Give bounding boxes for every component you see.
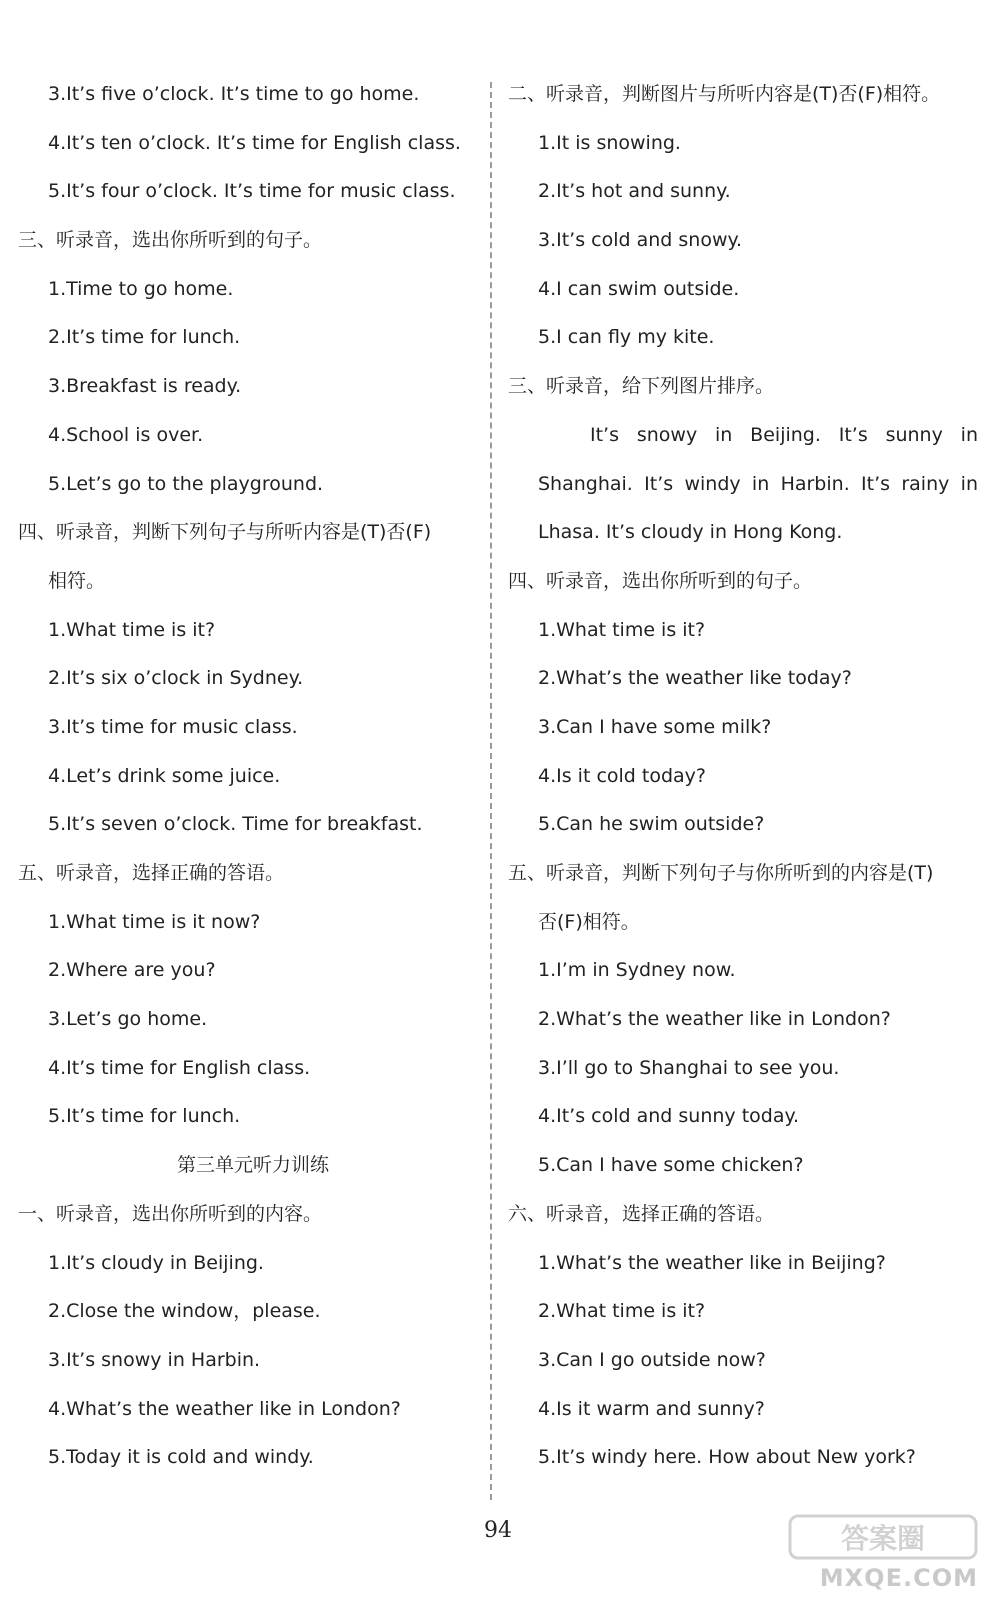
svg-text:答案圈: 答案圈 bbox=[840, 1522, 926, 1555]
list-item: 否(F)相符。 bbox=[538, 910, 640, 933]
list-item: 2.Close the window，please. bbox=[48, 1300, 321, 1323]
list-item: 2.What’s the weather like in London? bbox=[538, 1008, 891, 1031]
list-item: 1.It’s cloudy in Beijing. bbox=[48, 1251, 264, 1274]
section-heading: 三、听录音，给下列图片排序。 bbox=[508, 375, 775, 398]
list-item: 4.It’s ten o’clock. It’s time for English class. bbox=[48, 131, 461, 154]
section-heading: 四、听录音，判断下列句子与所听内容是(T)否(F) bbox=[18, 521, 432, 544]
list-item: 3.It’s five o’clock. It’s time to go home. bbox=[48, 83, 420, 105]
list-item: 4.Is it warm and sunny? bbox=[538, 1397, 765, 1420]
watermark-logo-icon bbox=[788, 1512, 978, 1562]
list-item: 3.Breakfast is ready. bbox=[48, 375, 242, 398]
list-item: 2.Where are you? bbox=[48, 959, 216, 982]
section-heading: 一、听录音，选出你所听到的内容。 bbox=[18, 1202, 323, 1225]
watermark-site: MXQE.COM bbox=[819, 1564, 978, 1592]
left-column bbox=[18, 70, 488, 1482]
passage-line: Lhasa. It’s cloudy in Hong Kong. bbox=[538, 521, 843, 544]
list-item: 5.Can I have some chicken? bbox=[538, 1154, 804, 1177]
watermark bbox=[788, 1512, 978, 1592]
list-item: 4.I can swim outside. bbox=[538, 277, 740, 300]
list-item: 5.It’s four o’clock. It’s time for music class. bbox=[48, 180, 456, 203]
list-item: 5.Can he swim outside? bbox=[538, 813, 765, 836]
list-item: 4.Is it cold today? bbox=[538, 764, 706, 787]
section-heading: 五、听录音，判断下列句子与你所听到的内容是(T) bbox=[508, 862, 934, 884]
list-item: 3.Can I have some milk? bbox=[538, 715, 772, 738]
list-item: 5.It’s windy here. How about New york? bbox=[538, 1446, 916, 1469]
unit-title: 第三单元听力训练 bbox=[176, 1154, 329, 1177]
list-item: 3.Can I go outside now? bbox=[538, 1348, 766, 1371]
list-item: 5.Today it is cold and windy. bbox=[48, 1446, 314, 1469]
list-item: 1.What time is it? bbox=[48, 618, 216, 641]
list-item: 3.Let’s go home. bbox=[48, 1008, 208, 1031]
section-heading: 六、听录音，选择正确的答语。 bbox=[508, 1202, 775, 1225]
list-item: 4.What’s the weather like in London? bbox=[48, 1397, 401, 1420]
list-item: 1.What time is it? bbox=[538, 618, 706, 641]
list-item: 1.What time is it now? bbox=[48, 910, 261, 933]
list-item: 3.It’s time for music class. bbox=[48, 715, 298, 738]
passage-line: Shanghai. It’s windy in Harbin. It’s rainy in bbox=[538, 472, 978, 495]
section-heading: 四、听录音，选出你所听到的句子。 bbox=[508, 569, 813, 592]
list-item: 1.I’m in Sydney now. bbox=[538, 959, 736, 982]
list-item: 4.Let’s drink some juice. bbox=[48, 764, 281, 787]
section-heading: 三、听录音，选出你所听到的句子。 bbox=[18, 229, 323, 252]
list-item: 3.It’s snowy in Harbin. bbox=[48, 1348, 261, 1371]
list-item: 3.It’s cold and snowy. bbox=[538, 229, 743, 252]
list-item: 4.It’s cold and sunny today. bbox=[538, 1105, 800, 1128]
list-item: 相符。 bbox=[48, 569, 106, 592]
list-item: 5.It’s time for lunch. bbox=[48, 1105, 241, 1128]
section-heading: 二、听录音，判断图片与所听内容是(T)否(F)相符。 bbox=[508, 83, 941, 105]
passage-line: It’s snowy in Beijing. It’s sunny in bbox=[590, 423, 978, 446]
list-item: 4.It’s time for English class. bbox=[48, 1056, 311, 1079]
list-item: 5.It’s seven o’clock. Time for breakfast. bbox=[48, 813, 423, 836]
right-column bbox=[508, 70, 978, 1482]
list-item: 4.School is over. bbox=[48, 423, 204, 446]
section-heading: 五、听录音，选择正确的答语。 bbox=[18, 862, 285, 884]
list-item: 1.What’s the weather like in Beijing? bbox=[538, 1251, 886, 1274]
list-item: 2.What time is it? bbox=[538, 1300, 706, 1323]
list-item: 2.What’s the weather like today? bbox=[538, 667, 852, 690]
list-item: 2.It’s hot and sunny. bbox=[538, 180, 731, 203]
list-item: 1.It is snowing. bbox=[538, 131, 681, 154]
page-number: 94 bbox=[484, 1518, 512, 1543]
list-item: 2.It’s six o’clock in Sydney. bbox=[48, 667, 304, 690]
list-item: 2.It’s time for lunch. bbox=[48, 326, 241, 349]
list-item: 3.I’ll go to Shanghai to see you. bbox=[538, 1056, 840, 1079]
list-item: 5.I can fly my kite. bbox=[538, 326, 715, 349]
list-item: 1.Time to go home. bbox=[48, 277, 234, 300]
column-divider bbox=[490, 82, 492, 1500]
list-item: 5.Let’s go to the playground. bbox=[48, 472, 324, 495]
